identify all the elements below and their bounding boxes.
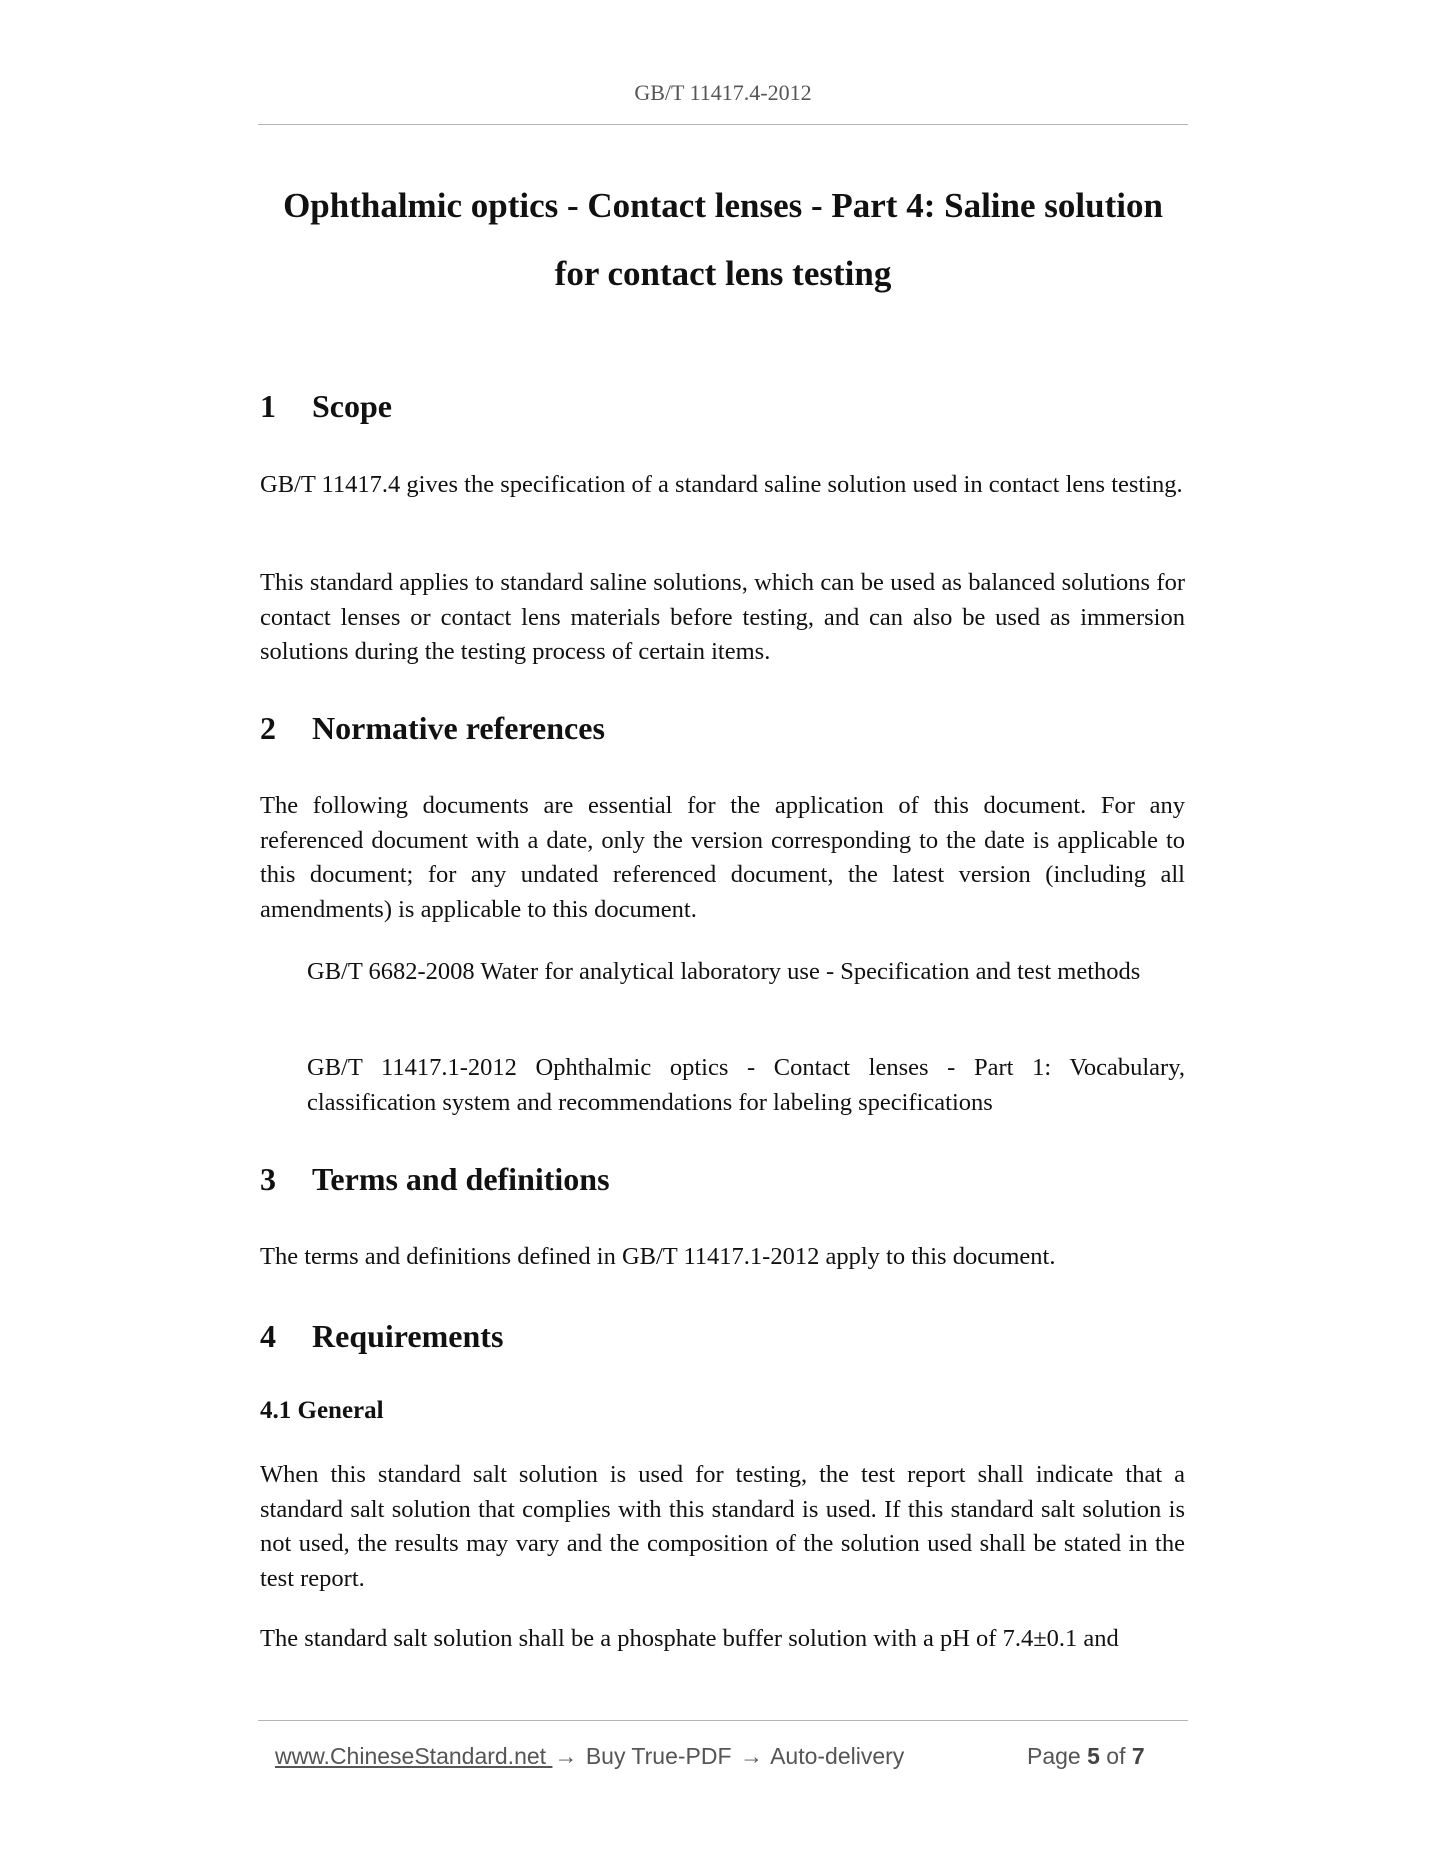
arrow-right-icon: → xyxy=(554,1743,578,1769)
running-header: GB/T 11417.4-2012 xyxy=(634,80,812,105)
current-page-number: 5 xyxy=(1087,1743,1100,1769)
section-number: 1 xyxy=(260,388,276,424)
section-heading-scope xyxy=(260,386,392,426)
section-title: Requirements xyxy=(312,1318,504,1354)
site-link[interactable]: www.ChineseStandard.net xyxy=(275,1743,553,1769)
subsection-heading-general: 4.1 General xyxy=(260,1397,384,1424)
scope-paragraph-1: GB/T 11417.4 gives the specification of a standard saline solution used in contact lens testing. xyxy=(260,471,1183,498)
section-number: 4 xyxy=(260,1318,276,1354)
section-number: 3 xyxy=(260,1161,276,1197)
auto-delivery-text: Auto-delivery xyxy=(770,1743,905,1769)
section-heading-normative-references xyxy=(260,708,605,748)
terms-paragraph-1: The terms and definitions defined in GB/T 11417.1-2012 apply to this document. xyxy=(260,1243,1056,1270)
page-footer xyxy=(275,1743,1175,1770)
document-title-line-2: for contact lens testing xyxy=(554,254,892,293)
section-title: Terms and definitions xyxy=(312,1161,610,1197)
normative-paragraph-1: The following documents are essential for the application of this document. For any referenced document with a date, only the version corresponding to the date is applicable to this document; for any undated referenced document, the latest version (including all amendments) is applicable to this document. xyxy=(260,792,1185,923)
reference-item: GB/T 11417.1-2012 Ophthalmic optics - Contact lenses - Part 1: Vocabulary, classification system and recommendations for labeling specifications xyxy=(307,1054,1185,1116)
reference-item: GB/T 6682-2008 Water for analytical laboratory use - Specification and test methods xyxy=(307,958,1141,985)
buy-true-pdf-text: Buy True-PDF xyxy=(585,1743,732,1769)
scope-paragraph-2: This standard applies to standard saline solutions, which can be used as balanced solutions for contact lenses or contact lens materials before testing, and can also be used as immersion solutions during the testing process of certain items. xyxy=(260,569,1185,665)
section-title: Scope xyxy=(312,388,392,424)
page-of-label: of xyxy=(1106,1743,1126,1769)
total-pages-number: 7 xyxy=(1131,1743,1145,1769)
footer-divider xyxy=(258,1720,1188,1721)
header-divider xyxy=(258,124,1188,125)
section-heading-requirements xyxy=(260,1316,503,1356)
requirements-paragraph-2: The standard salt solution shall be a phosphate buffer solution with a pH of 7.4±0.1 and xyxy=(260,1625,1119,1652)
arrow-right-icon: → xyxy=(739,1743,763,1769)
section-heading-terms-and-definitions xyxy=(260,1159,610,1199)
page-indicator xyxy=(1027,1743,1145,1770)
requirements-paragraph-1: When this standard salt solution is used for testing, the test report shall indicate that a standard salt solution that complies with this standard is used. If this standard salt solution is not used, the results may vary and the composition of the solution used shall be stated in the test report. xyxy=(260,1461,1185,1592)
section-title: Normative references xyxy=(312,710,605,746)
section-number: 2 xyxy=(260,710,276,746)
page-label: Page xyxy=(1027,1743,1081,1769)
document-title xyxy=(258,172,1188,308)
document-title-line-1: Ophthalmic optics - Contact lenses - Part 4: Saline solution xyxy=(283,186,1163,225)
